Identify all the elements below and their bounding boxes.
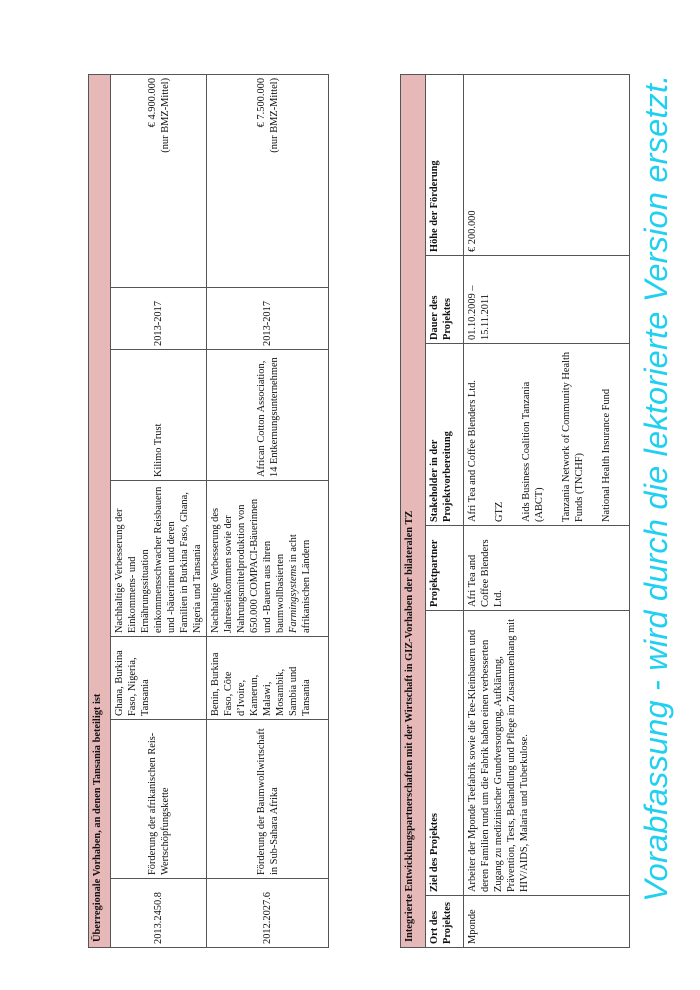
- column-header: Ort des Projektes: [426, 896, 464, 948]
- column-header: Höhe der Förderung: [426, 75, 464, 256]
- project-amount: € 200.000: [464, 75, 630, 256]
- amount-value: € 4.900.000: [146, 77, 158, 128]
- stakeholder-item: Tanzania Network of Community Health Funds (TNCHF): [561, 351, 585, 522]
- column-header: Ziel des Projektes: [426, 611, 464, 896]
- goal-text: Nachhaltige Verbesserung des Jahreseinkommen sowie der Nahrungsmittelproduktion von 650.000 COMPACI-Bäuerinnen und -Bauern aus ihren baumwollbasierten: [210, 498, 286, 633]
- project-period: 2013-2017: [207, 288, 329, 350]
- amount-note: (nur BMZ-Mittel): [268, 77, 280, 153]
- amount-value: € 7.500.000: [255, 77, 267, 128]
- stakeholder-item: Aids Business Coalition Tanzania (ABCT): [521, 381, 545, 522]
- goal-italic-term: Farmingsystems: [288, 564, 299, 633]
- stakeholder-item: GTZ: [494, 501, 505, 522]
- goal-text-end: in acht afrikanischen Ländern: [288, 534, 312, 633]
- project-period: 2013-2017: [111, 288, 207, 350]
- project-countries: Ghana, Burkina Faso, Nigeria, Tansania: [111, 637, 207, 720]
- project-number: 2012.2027.6: [207, 879, 329, 948]
- project-goal: Nachhaltige Verbesserung der Einkommens- und Ernährungssituation einkommensschwacher Reisbauern und -bäuerinnen und deren Familien in Burkina Faso, Ghana, Nigeria und Tansania: [111, 481, 207, 637]
- project-countries: Benin, Burkina Faso, Côte d’Ivoire, Kamerun, Malawi, Mosambik, Sambia und Tansania: [207, 637, 329, 720]
- project-title: Förderung der Baumwollwirtschaft in Sub-Sahara Afrika: [207, 720, 329, 879]
- project-goal: [207, 481, 329, 637]
- project-partner: Afri Tea and Coffee Blenders Ltd.: [464, 526, 630, 611]
- stakeholder-item: Afri Tea and Coffee Blenders Ltd.: [467, 379, 478, 522]
- column-header: Dauer des Projektes: [426, 256, 464, 344]
- project-amount: [207, 74, 329, 287]
- table1-header: Überregionale Vorhaben, an denen Tansania beteiligt ist: [89, 74, 111, 947]
- table-regional-projects: [88, 75, 329, 948]
- amount-note: (nur BMZ-Mittel): [159, 77, 171, 153]
- table2-header: Integrierte Entwicklungspartnerschaften mit der Wirtschaft in GIZ-Vorhaben der bilateralen TZ: [401, 75, 426, 948]
- project-number: 2013.2450.8: [111, 879, 207, 948]
- project-amount: [111, 74, 207, 287]
- table-row: [464, 75, 630, 948]
- project-place: Mponde: [464, 896, 630, 948]
- table-row: [111, 74, 207, 947]
- stakeholder-item: National Health Insurance Fund: [601, 388, 612, 522]
- draft-watermark: Vorabfassung - wird durch die lektorierte Version ersetzt.: [638, 74, 674, 902]
- project-partner: Kilimo Trust: [111, 350, 207, 481]
- project-goal: Arbeiter der Mponde Teefabrik sowie die Tee-Kleinbauern und deren Familien rund um die Fabrik haben einen verbesserten Zugang zu medizinischer Grundversorgung, Aufklärung, Prävention, Tests, Behandlung und Pflege im Zusammenhang mit HIV/AIDS, Malaria und Tuberkulose.: [464, 611, 630, 896]
- project-title: Förderung der afrikanischen Reis-Wertschöpfungskette: [111, 720, 207, 879]
- project-duration: 01.10.2009 – 15.11.2011: [464, 256, 630, 344]
- table-header-row: [426, 75, 464, 948]
- table-row: [207, 74, 329, 947]
- project-partner: African Cotton Association, 14 Entkernungsunternehmen: [207, 350, 329, 481]
- column-header: Projektpartner: [426, 526, 464, 611]
- column-header: Stakeholder in der Projektvorbereitung: [426, 344, 464, 526]
- table-partnerships: [400, 75, 630, 948]
- stakeholder-list: [464, 344, 630, 526]
